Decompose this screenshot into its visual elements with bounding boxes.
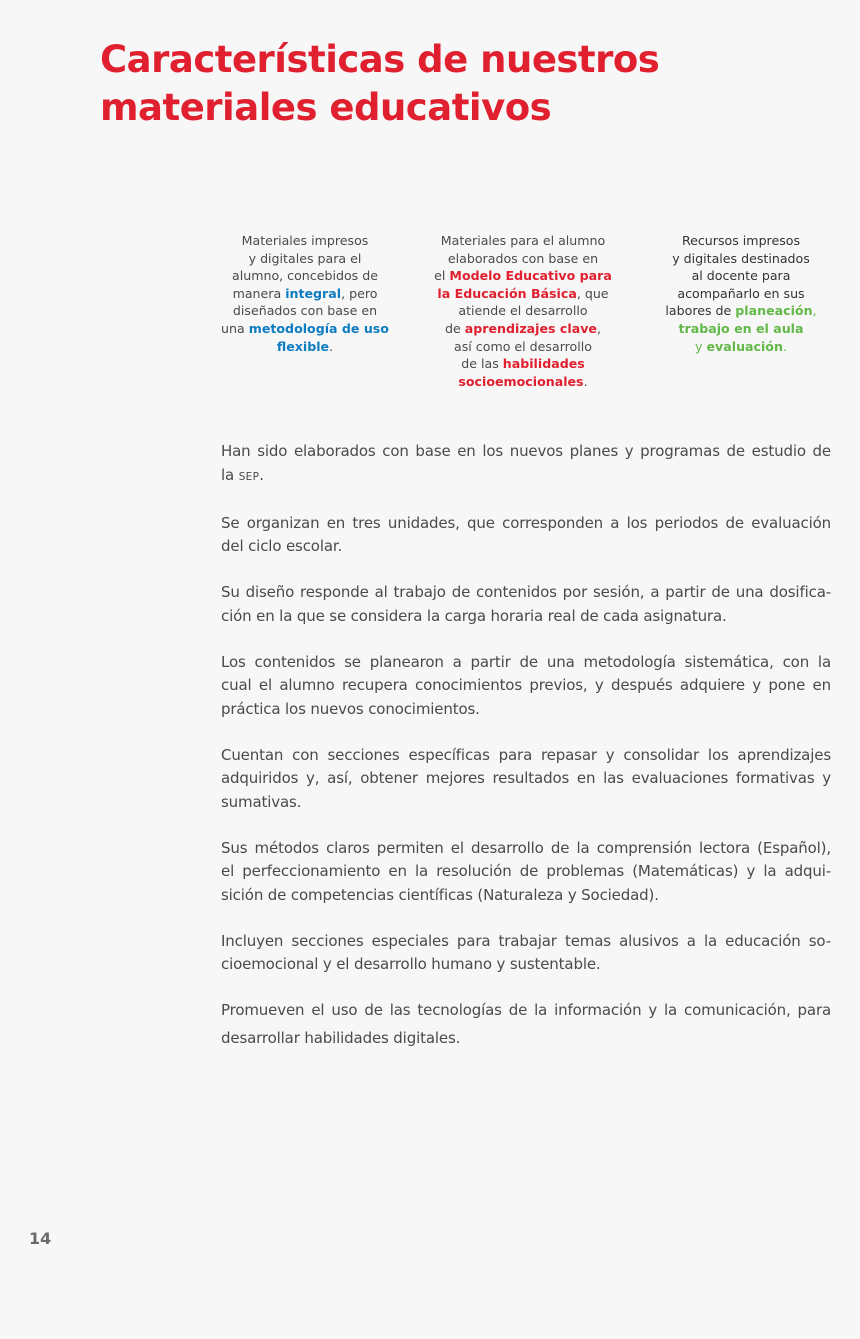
column-line: Materiales para el alumno <box>440 233 606 248</box>
paragraph-line <box>221 464 831 490</box>
column-line <box>215 285 395 303</box>
column-period: . <box>782 338 787 354</box>
paragraph-line: Sus métodos claros permiten el desarrollo de la comprensión lectora (Español), <box>221 838 831 857</box>
paragraph-line: el perfeccionamiento en la resolución de problemas (Matemáticas) y la adqui- <box>221 862 831 880</box>
column-line <box>433 320 613 338</box>
column-line: acompañarlo en sus <box>677 285 805 301</box>
column-text: y <box>695 338 707 354</box>
highlight-modelo-educativo: Modelo Educativo para <box>449 268 612 284</box>
highlight-integral: integral <box>285 285 342 301</box>
column-text: de las <box>461 356 503 372</box>
highlight-socioemocionales: socioemocionales <box>458 373 584 389</box>
sep-abbreviation: SEP <box>238 470 260 483</box>
paragraph-line: Se organizan en tres unidades, que corresponden a los periodos de evaluación <box>221 513 831 532</box>
highlight-planeacion: planeación <box>735 303 813 319</box>
paragraph-units <box>221 512 831 559</box>
column-line <box>651 302 831 320</box>
paragraph-line: Incluyen secciones especiales para trabajar temas alusivos a la educación so- <box>221 931 831 950</box>
paragraph-line: cual el alumno recupera conocimientos previos, y después adquiere y pone en <box>221 676 831 694</box>
column-line <box>215 320 395 338</box>
paragraph-text: . <box>259 465 264 484</box>
column-text: de <box>445 320 465 336</box>
column-text: el <box>434 268 450 284</box>
column-line <box>433 267 613 285</box>
column-text: . <box>329 338 334 354</box>
column-comma: , <box>812 303 817 319</box>
paragraph-line: adquiridos y, así, obtener mejores resultados en las evaluaciones formativas y <box>221 769 831 787</box>
feature-column-student-materials <box>215 232 395 355</box>
features-body <box>221 440 831 1073</box>
paragraph-line: Los contenidos se planearon a partir de una metodología sistemática, con la <box>221 652 831 671</box>
page-title-line-2: materiales educativos <box>100 86 552 129</box>
highlight-evaluacion: evaluación <box>706 338 783 354</box>
highlight-educacion-basica: la Educación Básica <box>437 285 577 301</box>
highlight-metodologia: metodología de uso <box>248 320 389 336</box>
paragraph-line: ción en la que se considera la carga horaria real de cada asignatura. <box>221 606 727 625</box>
column-line <box>433 373 613 391</box>
paragraph-text: la <box>221 465 239 484</box>
highlight-trabajo-aula: trabajo en el aula <box>678 320 804 336</box>
paragraph-line: Su diseño responde al trabajo de contenidos por sesión, a partir de una dosifica- <box>221 583 831 601</box>
highlight-aprendizajes-clave: aprendizajes clave <box>464 320 597 336</box>
paragraph-line: Han sido elaborados con base en los nuevos planes y programas de estudio de <box>221 442 831 460</box>
column-line: y digitales destinados <box>672 250 810 266</box>
column-text: . <box>583 373 588 389</box>
column-text: una <box>221 320 249 336</box>
column-line: alumno, concebidos de <box>232 268 378 284</box>
column-line <box>433 285 613 303</box>
paragraph-sep-programs <box>221 440 831 489</box>
paragraph-line: cioemocional y el desarrollo humano y sustentable. <box>221 955 601 973</box>
column-line <box>215 338 395 356</box>
column-line: Materiales impresos <box>241 233 369 248</box>
paragraph-line: sición de competencias científicas (Naturaleza y Sociedad). <box>221 885 659 904</box>
highlight-habilidades: habilidades <box>502 356 585 372</box>
page-number: 14 <box>29 1229 52 1248</box>
page-title <box>100 36 820 132</box>
paragraph-methods <box>221 837 831 908</box>
column-text: manera <box>232 285 286 301</box>
paragraph-sections <box>221 744 831 815</box>
feature-column-teacher-resources <box>651 232 831 355</box>
column-line <box>433 355 613 373</box>
highlight-flexible: flexible <box>276 338 330 354</box>
column-text: , pero <box>341 285 378 301</box>
paragraph-line: Cuentan con secciones específicas para repasar y consolidar los aprendizajes <box>221 745 831 764</box>
feature-column-educational-model <box>433 232 613 390</box>
paragraph-methodology <box>221 651 831 722</box>
paragraph-line: práctica los nuevos conocimientos. <box>221 699 480 718</box>
column-line: atiende el desarrollo <box>458 303 588 319</box>
paragraph-line: Promueven el uso de las tecnologías de la información y la comunicación, para <box>221 1001 831 1019</box>
paragraph-line: desarrollar habilidades digitales. <box>221 1028 461 1047</box>
column-line: diseñados con base en <box>232 303 378 319</box>
paragraph-special-sections <box>221 930 831 977</box>
column-line: y digitales para el <box>248 250 362 266</box>
column-text: , que <box>576 285 609 301</box>
paragraph-line: del ciclo escolar. <box>221 537 343 555</box>
column-line <box>651 338 831 356</box>
column-line: Recursos impresos <box>681 233 801 248</box>
column-line: elaborados con base en <box>447 250 599 266</box>
column-line: al docente para <box>691 268 791 284</box>
paragraph-technologies <box>221 999 831 1050</box>
column-text: , <box>596 320 601 336</box>
page-title-line-1: Características de nuestros <box>100 38 660 81</box>
column-text: labores de <box>665 303 736 319</box>
paragraph-design <box>221 581 831 628</box>
column-line: así como el desarrollo <box>454 338 592 354</box>
paragraph-line: sumativas. <box>221 792 302 811</box>
